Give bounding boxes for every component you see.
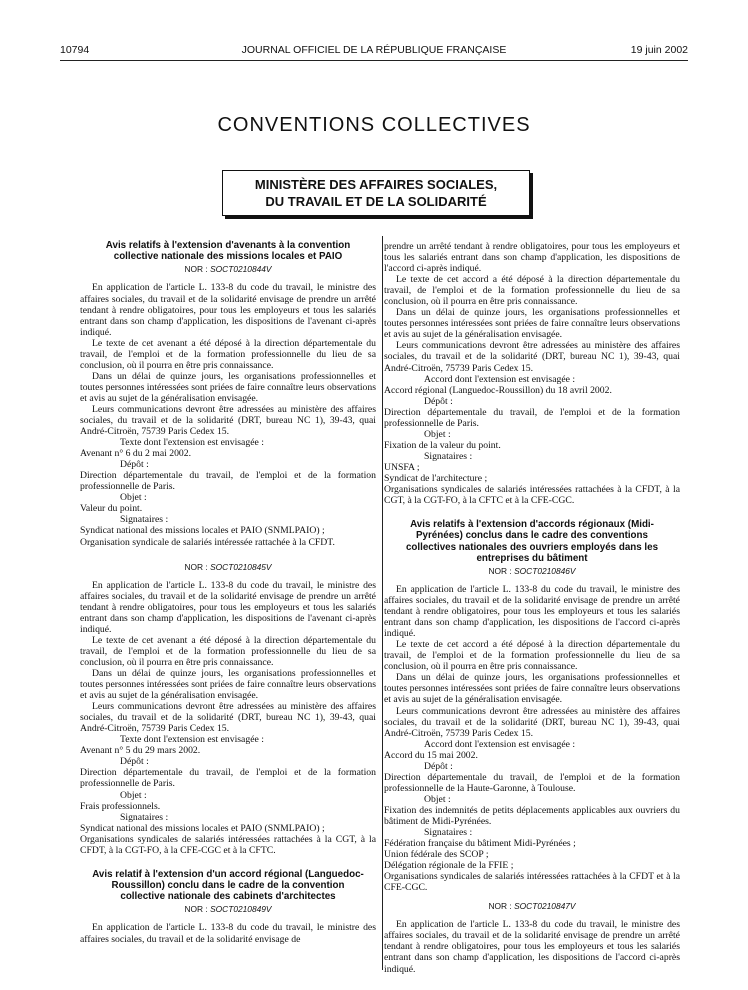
- field-value: Avenant n° 6 du 2 mai 2002.: [80, 448, 192, 460]
- paragraph: Dans un délai de quinze jours, les organisations professionnelles et toutes personnes intéressées sont priées de faire connaître leurs observations et avis au sujet de la généralisation envisagée.: [80, 370, 376, 404]
- ministry-line-2: DU TRAVAIL ET DE LA SOLIDARITÉ: [265, 194, 487, 209]
- page-number: 10794: [60, 44, 90, 56]
- field-label: Dépôt :: [120, 756, 149, 768]
- paragraph: Le texte de cet avenant a été déposé à la direction départementale du travail, de l'emploi et de la formation professionnelle du lieu de sa conclusion, où il pourra en être pris connaissance.: [80, 337, 376, 371]
- field-label: Accord dont l'extension est envisagée :: [424, 738, 576, 750]
- paragraph: Dans un délai de quinze jours, les organisations professionnelles et toutes personnes intéressées sont priées de faire connaître leurs observations et avis au sujet de la généralisation envisagée.: [384, 307, 680, 341]
- nor-reference: NOR : SOCT0210849V: [184, 904, 272, 915]
- field-label: Dépôt :: [424, 395, 453, 407]
- section-title: CONVENTIONS COLLECTIVES: [217, 114, 531, 136]
- field-label: Signataires :: [424, 827, 473, 839]
- notice-body: [384, 919, 680, 974]
- nor-reference: NOR : SOCT0210847V: [488, 901, 576, 912]
- paragraph: En application de l'article L. 133-8 du code du travail, le ministre des affaires sociales, du travail et de la solidarité envisage de: [80, 922, 376, 945]
- paragraph: En application de l'article L. 133-8 du code du travail, le ministre des affaires sociales, du travail et de la solidarité envisage de prendre un arrêté tendant à rendre obligatoires, pour tous les employeurs et tous les salariés entrant dans son champ d'application, les dispositions de l'avenant ci-après indiqué.: [80, 579, 376, 635]
- paragraph: En application de l'article L. 133-8 du code du travail, le ministre des affaires sociales, du travail et de la solidarité envisage de prendre un arrêté tendant à rendre obligatoires, pour tous les employeurs et tous les salariés entrant dans son champ d'application, les dispositions de l'accord ci-après indiqué.: [384, 583, 680, 640]
- field-label: Dépôt :: [120, 459, 149, 471]
- paragraph: En application de l'article L. 133-8 du code du travail, le ministre des affaires sociales, du travail et de la solidarité envisage de prendre un arrêté tendant à rendre obligatoires, pour tous les employeurs et tous les salariés entrant dans son champ d'application, les dispositions de l'accord ci-après indiqué.: [384, 919, 680, 975]
- paragraph: Leurs communications devront être adressées au ministère des affaires sociales, du travail et de la solidarité (DRT, bureau NC 1), 39-43, quai André-Citroën, 75739 Paris Cedex 15.: [384, 340, 680, 374]
- notice-heading: Avis relatif à l'extension d'un accord régional (Languedoc-Roussillon) conclu dans le cadre de la convention collective nationale des cabinets d'architectes: [92, 868, 364, 903]
- field-label: Signataires :: [120, 811, 169, 823]
- field-value: Direction départementale du travail, de l'emploi et de la formation professionnelle de Paris.: [384, 406, 680, 429]
- field-label: Objet :: [120, 492, 147, 504]
- column-divider: [382, 236, 383, 970]
- right-column: [384, 241, 680, 975]
- paragraph: Leurs communications devront être adressées au ministère des affaires sociales, du travail et de la solidarité (DRT, bureau NC 1), 39-43, quai André-Citroën, 75739 Paris Cedex 15.: [384, 705, 680, 739]
- paragraph: Le texte de cet avenant a été déposé à la direction départementale du travail, de l'emploi et de la formation professionnelle du lieu de sa conclusion, où il pourra en être pris connaissance.: [80, 634, 376, 668]
- field-value: Valeur du point.: [80, 503, 143, 515]
- field-label: Accord dont l'extension est envisagée :: [424, 373, 576, 385]
- paragraph: Dans un délai de quinze jours, les organisations professionnelles et toutes personnes intéressées sont priées de faire connaître leurs observations et avis au sujet de la généralisation envisagée.: [384, 672, 680, 706]
- field-value: Fixation de la valeur du point.: [384, 439, 501, 451]
- page-header: [60, 44, 688, 58]
- field-label: Texte dont l'extension est envisagée :: [120, 437, 264, 449]
- field-value: Organisation syndicale de salariés intéressée rattachée à la CFDT.: [80, 536, 335, 548]
- field-value: Syndicat de l'architecture ;: [384, 472, 488, 484]
- header-rule: [60, 60, 688, 61]
- field-value: Frais professionnels.: [80, 800, 161, 812]
- paragraph: Le texte de cet accord a été déposé à la direction départementale du travail, de l'emploi et de la formation professionnelle du lieu de sa conclusion, où il pourra en être pris connaissance.: [384, 639, 680, 673]
- field-value: Direction départementale du travail, de l'emploi et de la formation professionnelle de la Haute-Garonne, à Toulouse.: [384, 771, 680, 794]
- paragraph: En application de l'article L. 133-8 du code du travail, le ministre des affaires sociales, du travail et de la solidarité envisage de prendre un arrêté tendant à rendre obligatoires, pour tous les employeurs et tous les salariés entrant dans son champ d'application, les dispositions de l'avenant ci-après indiqué.: [80, 282, 376, 338]
- paragraph: Dans un délai de quinze jours, les organisations professionnelles et toutes personnes intéressées sont priées de faire connaître leurs observations et avis au sujet de la généralisation envisagée.: [80, 668, 376, 702]
- field-label: Objet :: [424, 428, 451, 440]
- paragraph: Leurs communications devront être adressées au ministère des affaires sociales, du travail et de la solidarité (DRT, bureau NC 1), 39-43, quai André-Citroën, 75739 Paris Cedex 15.: [80, 701, 376, 735]
- field-value: Syndicat national des missions locales et PAIO (SNMLPAIO) ;: [80, 822, 325, 834]
- field-label: Signataires :: [120, 514, 169, 526]
- journal-title: JOURNAL OFFICIEL DE LA RÉPUBLIQUE FRANÇAISE: [241, 44, 507, 56]
- notice-heading: Avis relatifs à l'extension d'accords régionaux (Midi-Pyrénées) conclus dans le cadre des conventions collectives nationales des ouvriers employés dans les entreprises du bâtiment: [405, 519, 659, 564]
- field-value: Délégation régionale de la FFIE ;: [384, 860, 514, 872]
- field-value: Accord régional (Languedoc-Roussillon) du 18 avril 2002.: [384, 384, 612, 396]
- field-label: Dépôt :: [424, 760, 453, 772]
- field-value: Direction départementale du travail, de l'emploi et de la formation professionnelle de Paris.: [80, 470, 376, 493]
- field-value: Organisations syndicales de salariés intéressées rattachées à la CGT, à la CFDT, à la CGT-FO, à la CFE-CGC et à la CFTC.: [80, 833, 376, 856]
- ministry-box: [222, 170, 530, 216]
- notice-body: [80, 922, 376, 944]
- ministry-line-1: MINISTÈRE DES AFFAIRES SOCIALES,: [254, 177, 498, 192]
- paragraph: Leurs communications devront être adressées au ministère des affaires sociales, du travail et de la solidarité (DRT, bureau NC 1), 39-43, quai André-Citroën, 75739 Paris Cedex 15.: [80, 403, 376, 438]
- nor-reference: NOR : SOCT0210846V: [488, 565, 576, 576]
- left-column: [80, 240, 376, 945]
- notice-body: [384, 584, 680, 893]
- field-label: Signataires :: [424, 450, 473, 462]
- field-value: Organisations syndicales de salariés intéressées rattachées à la CFDT et à la CFE-CGC.: [384, 871, 680, 894]
- notice-body: [80, 282, 376, 547]
- field-value: Fédération française du bâtiment Midi-Pyrénées ;: [384, 838, 576, 850]
- field-value: Syndicat national des missions locales et PAIO (SNMLPAIO) ;: [80, 525, 325, 537]
- field-value: Accord du 15 mai 2002.: [384, 749, 478, 761]
- field-value: Organisations syndicales de salariés intéressées rattachées à la CFDT, à la CGT, à la CGT-FO, à la CFTC et à la CFE-CGC.: [384, 484, 680, 507]
- paragraph: Le texte de cet accord a été déposé à la direction départementale du travail, de l'emploi et de la formation professionnelle du lieu de sa conclusion, où il pourra en être pris connaissance.: [384, 274, 680, 308]
- notice-body: [384, 241, 680, 506]
- field-label: Texte dont l'extension est envisagée :: [120, 734, 264, 746]
- field-label: Objet :: [424, 793, 451, 805]
- field-value: Direction départementale du travail, de l'emploi et de la formation professionnelle de Paris.: [80, 767, 376, 790]
- field-value: Union fédérale des SCOP ;: [384, 849, 489, 861]
- nor-reference: NOR : SOCT0210844V: [184, 264, 272, 275]
- field-value: Fixation des indemnités de petits déplacements applicables aux ouvriers du bâtiment de Midi-Pyrénées.: [384, 804, 680, 827]
- paragraph: prendre un arrêté tendant à rendre obligatoires, pour tous les employeurs et tous les salariés entrant dans son champ d'application, les dispositions de l'accord ci-après indiqué.: [384, 241, 680, 275]
- issue-date: 19 juin 2002: [630, 44, 688, 56]
- nor-reference: NOR : SOCT0210845V: [184, 561, 272, 572]
- field-value: Avenant n° 5 du 29 mars 2002.: [80, 745, 201, 757]
- notice-body: [80, 580, 376, 856]
- field-label: Objet :: [120, 789, 147, 801]
- notice-heading: Avis relatifs à l'extension d'avenants à la convention collective nationale des missions locales et PAIO: [105, 240, 351, 263]
- field-value: UNSFA ;: [384, 461, 420, 473]
